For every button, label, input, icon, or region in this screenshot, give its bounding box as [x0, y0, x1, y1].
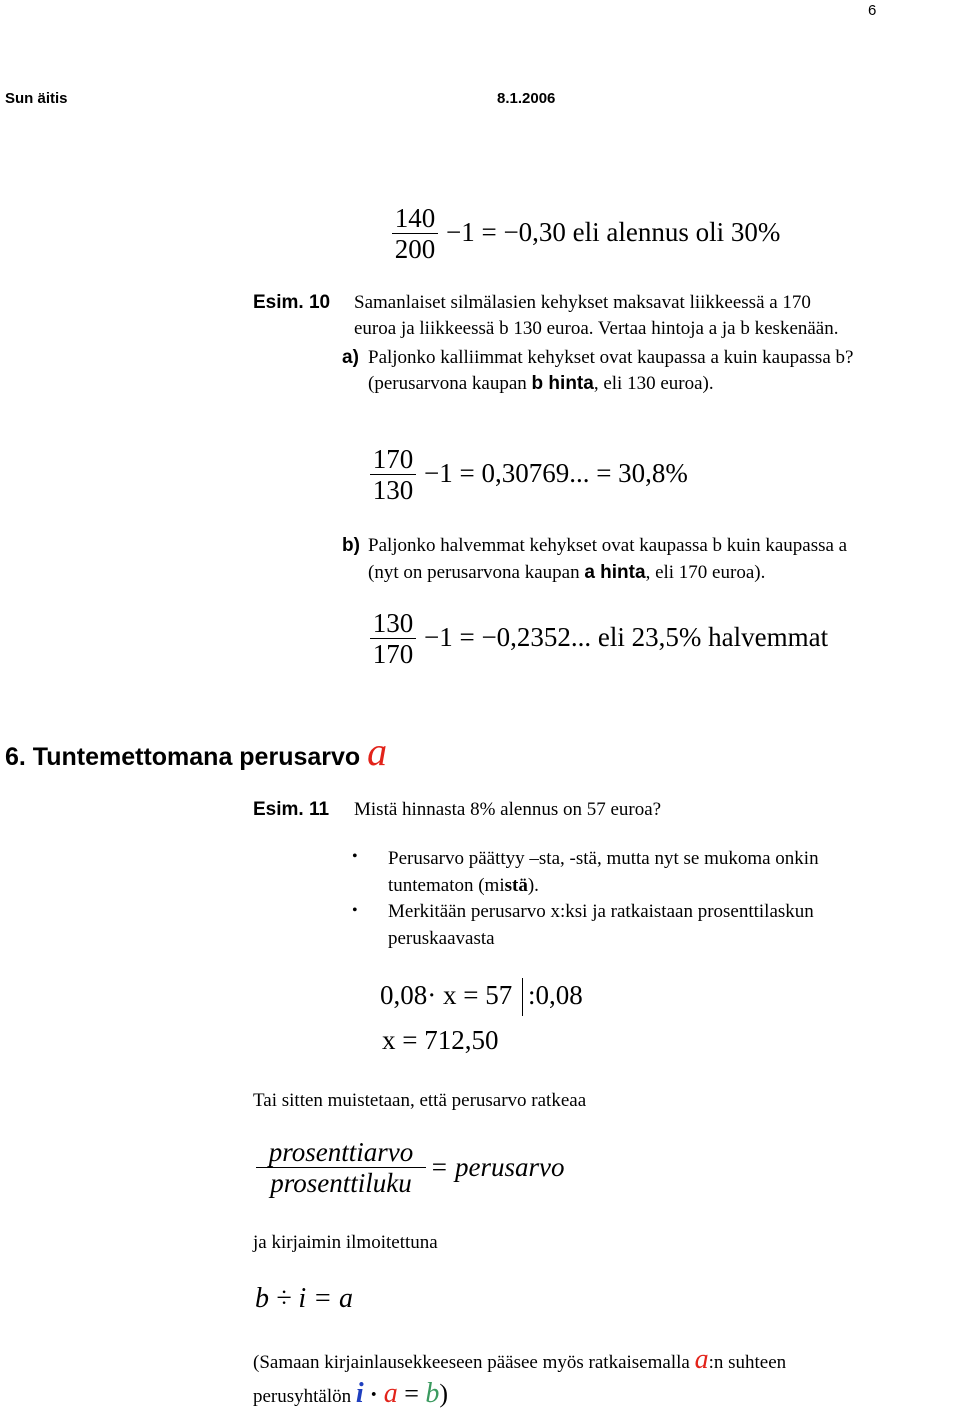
section-6-title: 6. Tuntemettomana perusarvo a	[5, 729, 388, 774]
formula-result: = perusarvo	[430, 1152, 565, 1182]
page-number: 6	[868, 2, 877, 19]
bullet-2-line2: peruskaavasta	[388, 928, 495, 949]
part-b-line2: (nyt on perusarvona kaupan a hinta, eli 170 euroa).	[368, 562, 766, 583]
note-line1: (Samaan kirjainlausekkeeseen pääsee myös ratkaisemalla a:n suhteen	[253, 1344, 787, 1375]
equation-solve-2: x = 712,50	[382, 1025, 499, 1055]
header-date: 8.1.2006	[497, 90, 556, 107]
note-line2: perusyhtälön i · a = b)	[253, 1378, 449, 1409]
esim11-question: Mistä hinnasta 8% alennus on 57 euroa?	[354, 799, 662, 820]
part-a-label: a)	[342, 347, 359, 368]
part-a-line1: Paljonko kalliimmat kehykset ovat kaupassa a kuin kaupassa b?	[368, 347, 854, 368]
bullet-2-line1: Merkitään perusarvo x:ksi ja ratkaistaan prosenttilaskun	[388, 901, 814, 922]
esim10-line1: Samanlaiset silmälasien kehykset maksavat liikkeessä a 170	[354, 292, 811, 313]
bullet-1-line1: Perusarvo päättyy –sta, -stä, mutta nyt se mukoma onkin	[388, 848, 819, 869]
fraction-170-130: $\frac{170}{130}$	[370, 444, 416, 505]
part-a-line2: (perusarvona kaupan b hinta, eli 130 euroa).	[368, 373, 714, 394]
esim10-label: Esim. 10	[253, 292, 331, 313]
fraction-denominator: 200	[392, 233, 438, 264]
letters-equation: b ÷ i = a	[255, 1283, 354, 1314]
bullet-1-line2: tuntematon (mistä).	[388, 875, 539, 896]
equation-b-rest: −1 = −0,2352... eli 23,5% halvemmat	[424, 622, 829, 652]
header-author: Sun äitis	[5, 90, 68, 107]
equation-top-rest: −1 = −0,30 eli alennus oli 30%	[446, 217, 781, 247]
equation-a-rest: −1 = 0,30769... = 30,8%	[424, 458, 688, 488]
fraction-130-170: $\frac{130}{170}$	[370, 608, 416, 669]
remember-text: Tai sitten muistetaan, että perusarvo ratkeaa	[253, 1090, 587, 1111]
equation-solve-op: :0,08	[528, 980, 583, 1010]
esim11-label: Esim. 11	[253, 799, 330, 820]
part-b-label: b)	[342, 535, 360, 556]
bullet-2: •	[352, 902, 358, 919]
esim10-line2: euroa ja liikkeessä b 130 euroa. Vertaa hintoja a ja b keskenään.	[354, 318, 839, 339]
equation-solve-1: 0,08· x = 57	[380, 980, 513, 1010]
fraction-numerator: 140	[394, 203, 436, 233]
formula-fraction: prosenttiarvo prosenttiluku	[256, 1137, 426, 1198]
bullet-1: •	[352, 848, 358, 865]
divider-bar	[522, 978, 523, 1016]
variable-a: a	[367, 729, 388, 774]
variable-b: b	[425, 1378, 440, 1409]
variable-a-note: a	[383, 1378, 398, 1409]
letters-text: ja kirjaimin ilmoitettuna	[253, 1232, 438, 1253]
fraction-140-200	[392, 203, 438, 264]
part-b-line1: Paljonko halvemmat kehykset ovat kaupassa b kuin kaupassa a	[368, 535, 848, 556]
variable-i: i	[355, 1378, 364, 1409]
